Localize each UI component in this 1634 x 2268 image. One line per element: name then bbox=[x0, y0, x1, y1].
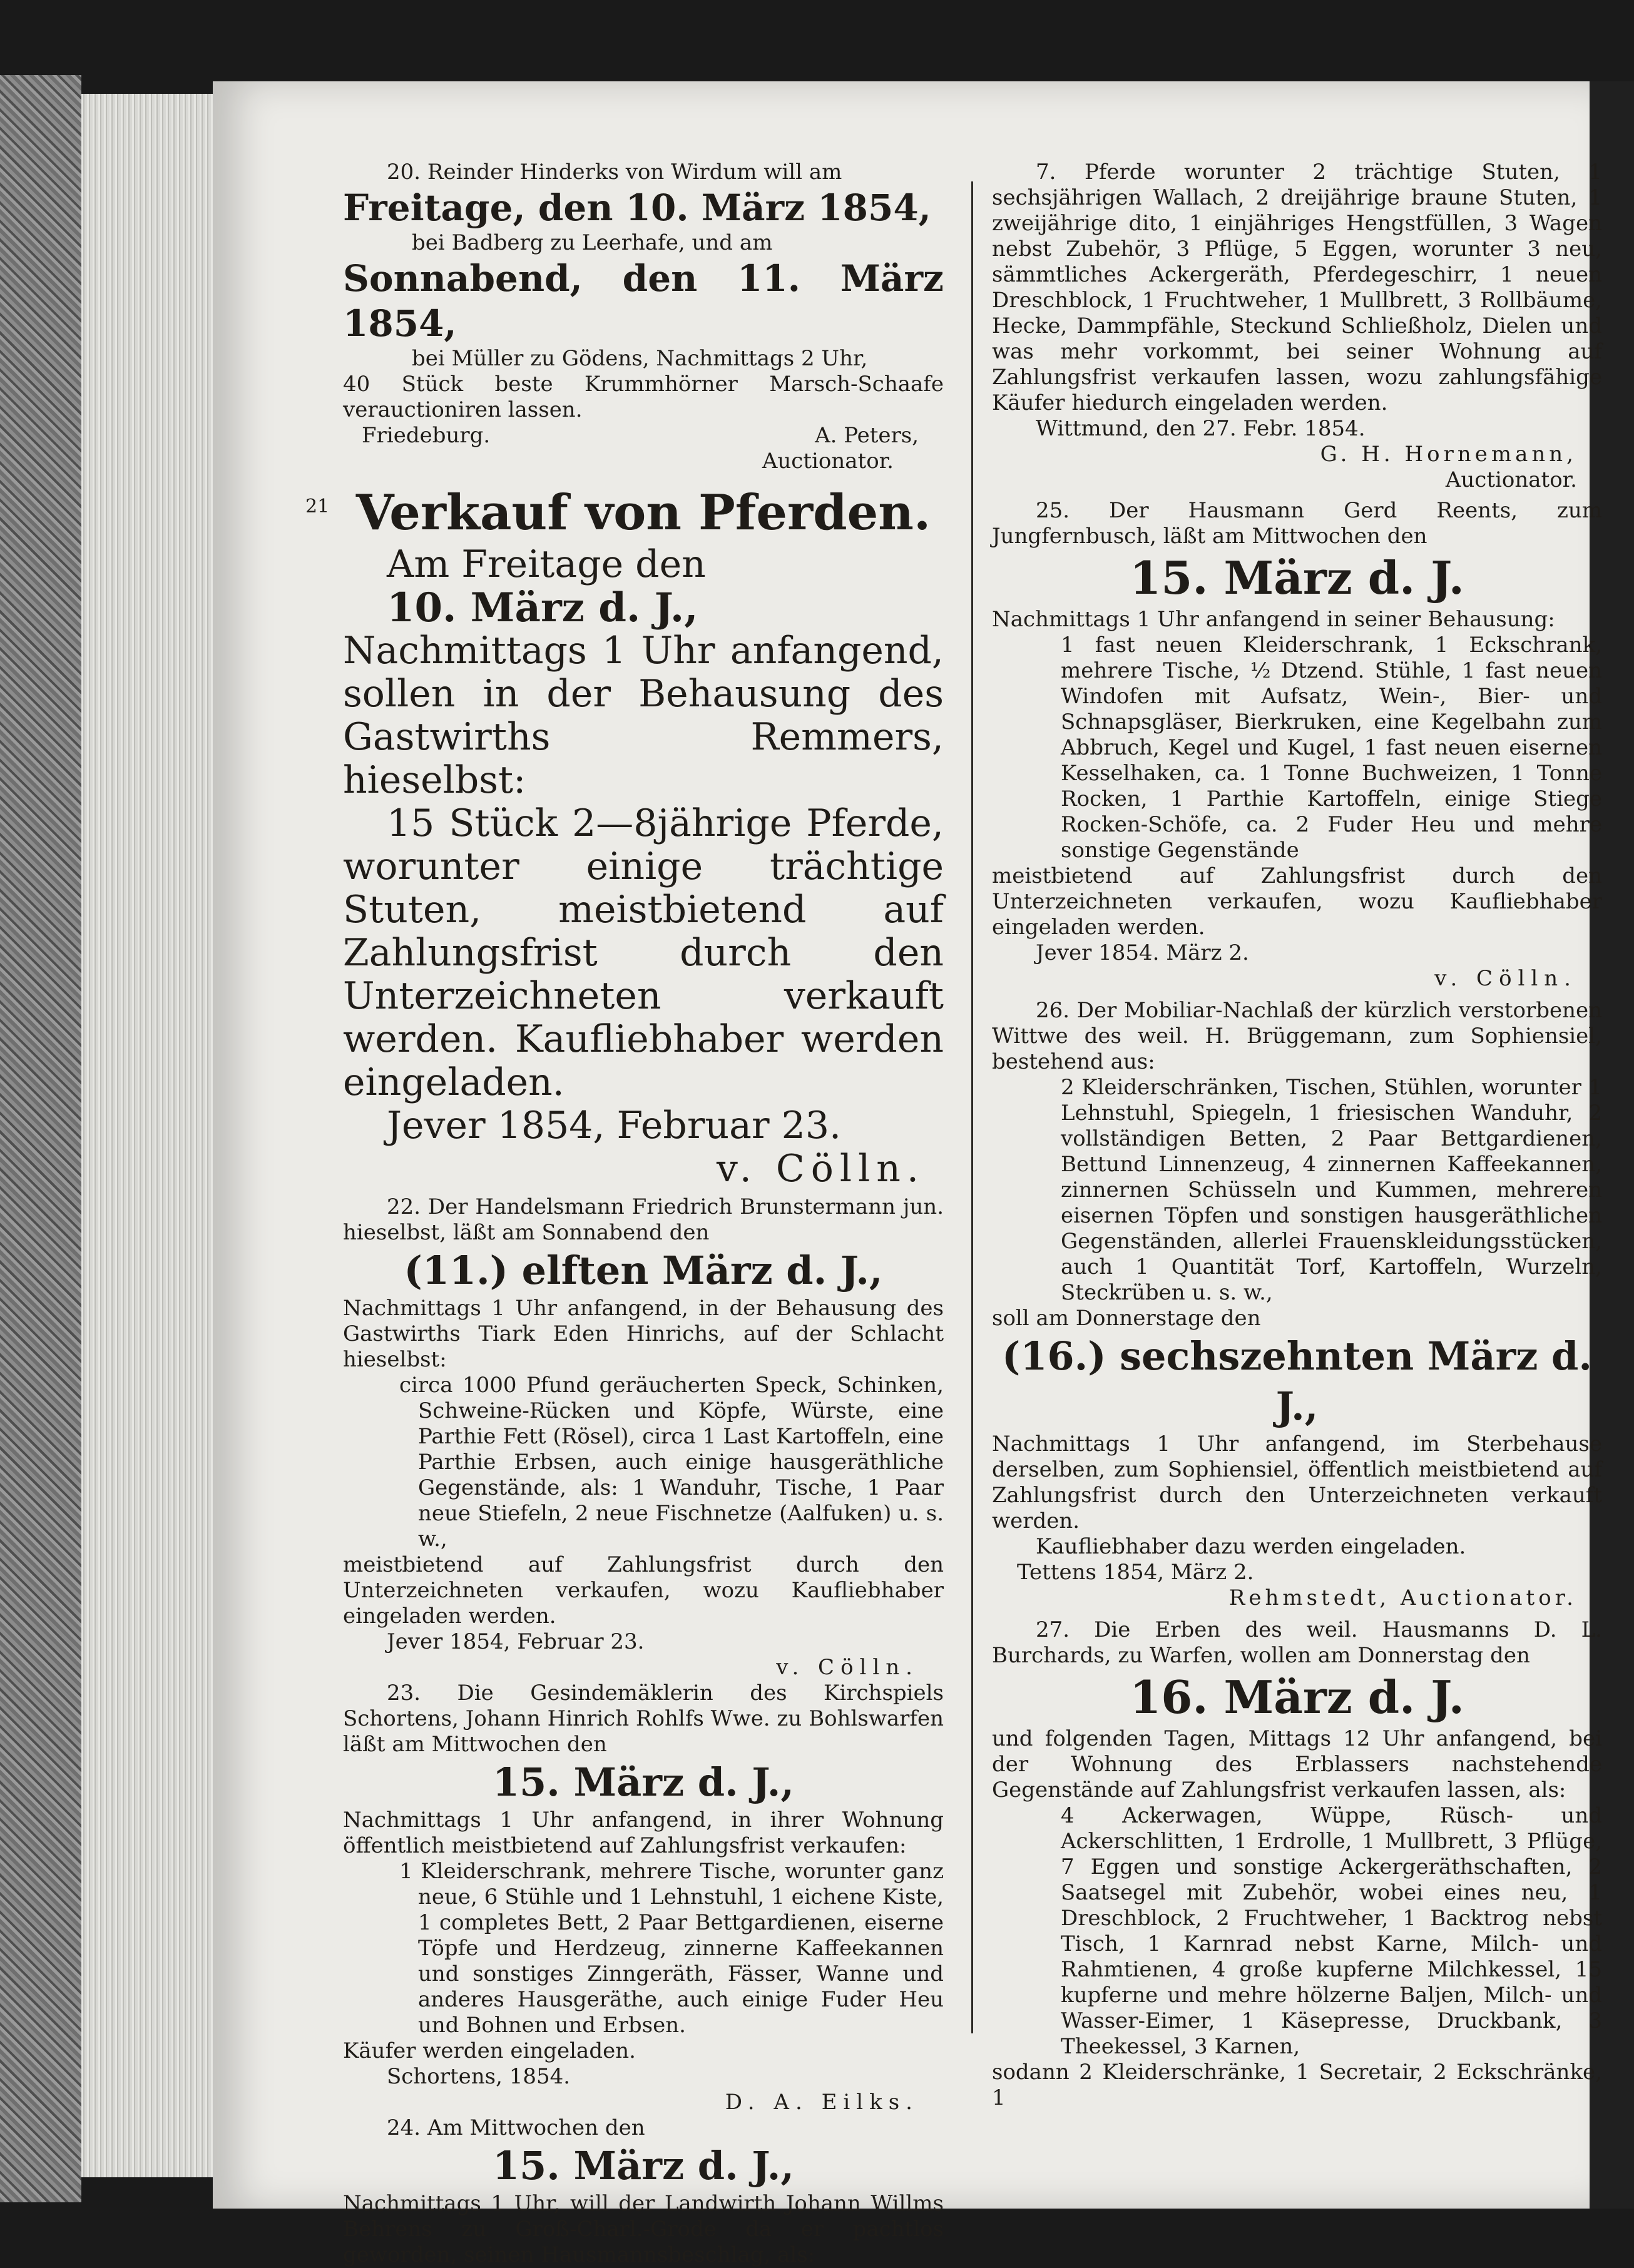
notice-22-intro: 22. Der Handelsmann Friedrich Brunstermann jun. hieselbst, läßt am Sonnabend den bbox=[343, 1194, 944, 1245]
notice-23-place: Schortens, 1854. bbox=[387, 2064, 571, 2089]
notice-21-signature: v. Cölln. bbox=[716, 1147, 925, 1191]
notice-20-place: Friedeburg. bbox=[362, 423, 491, 448]
notice-24-role: Auctionator. bbox=[1445, 467, 1577, 492]
notice-23-text: Nachmittags 1 Uhr anfangend, in ihrer Wohnung öffentlich meistbietend auf Zahlungsfrist verkaufen: bbox=[343, 1808, 944, 1858]
notice-20-intro: 20. Reinder Hinderks von Wirdum will am bbox=[387, 160, 842, 185]
notice-27-text: und folgenden Tagen, Mittags 12 Uhr anfangend, bei der Wohnung des Erblassers nachstehende Gegenstände auf Zahlungsfrist verkaufen lassen, als: bbox=[992, 1726, 1602, 1803]
column-rule bbox=[971, 181, 973, 2033]
right-column bbox=[992, 160, 1602, 2111]
notice-26-invite: Kaufliebhaber dazu werden eingeladen. bbox=[1036, 1534, 1466, 1559]
notice-21-line-2: 10. März d. J., bbox=[387, 584, 698, 631]
notice-26-place: Tettens 1854, März 2. bbox=[1017, 1560, 1254, 1585]
notice-21-line-5: Jever 1854, Februar 23. bbox=[387, 1104, 842, 1147]
notice-23-items: 1 Kleiderschrank, mehrere Tische, worunter ganz neue, 6 Stühle und 1 Lehnstuhl, 1 eichene Kiste, 1 completes Bett, 2 Paar Bettgardienen, eiserne Töpfe und Herdzeug, zinnerne Kaffeekannen und sonstiges Zinngeräth, Fässer, Wanne und anderes Hausgeräthe, auch einige Fuder Heu und Bohnen und Erbsen. bbox=[399, 1859, 944, 2038]
notice-23-intro: 23. Die Gesindemäklerin des Kirchspiels Schortens, Johann Hinrich Rohlfs Wwe. zu Bohlswarfen läßt am Mittwochen den bbox=[343, 1681, 944, 1757]
notice-27-end: sodann 2 Kleiderschränke, 1 Secretair, 2 Eckschränke, 1 bbox=[992, 2060, 1602, 2110]
notice-22-end: meistbietend auf Zahlungsfrist durch den Unterzeichneten verkaufen, wozu Kaufliebhaber eingeladen werden. bbox=[343, 1552, 944, 1629]
notice-25-date: 15. März d. J. bbox=[1130, 551, 1464, 604]
notice-24-place: Wittmund, den 27. Febr. 1854. bbox=[1036, 416, 1366, 441]
marbled-book-edge bbox=[0, 75, 81, 2202]
notice-20-role: Auctionator. bbox=[762, 449, 894, 474]
notice-26-end: soll am Donnerstage den bbox=[992, 1306, 1261, 1331]
notice-20-location-1: bei Badberg zu Leerhafe, und am bbox=[412, 230, 773, 255]
notice-25-text: Nachmittags 1 Uhr anfangend in seiner Behausung: bbox=[992, 607, 1555, 632]
notice-26-date: (16.) sechszehnten März d. J., bbox=[1002, 1333, 1592, 1429]
notice-21-line-4: 15 Stück 2—8jährige Pferde, worunter einige trächtige Stuten, meistbietend auf Zahlungsfrist durch den Unterzeichneten verkauft werden. Kaufliebhaber werden eingeladen. bbox=[343, 801, 944, 1104]
notice-27-date: 16. März d. J. bbox=[1130, 1670, 1464, 1724]
notice-24-intro: 24. Am Mittwochen den bbox=[387, 2115, 645, 2140]
notice-25-intro: 25. Der Hausmann Gerd Reents, zum Jungfernbusch, läßt am Mittwochen den bbox=[992, 498, 1602, 549]
notice-20-date-1: Freitage, den 10. März 1854, bbox=[343, 186, 931, 229]
notice-22-signature: v. Cölln. bbox=[776, 1655, 919, 1680]
notice-22-items: circa 1000 Pfund geräucherten Speck, Schinken, Schweine-Rücken und Köpfe, Würste, eine Parthie Fett (Rösel), circa 1 Last Kartoffeln, eine Parthie Erbsen, auch einige hausgeräthliche Gegenstände, als: 1 Wanduhr, Tische, 1 Paar neue Stiefeln, 2 neue Fischnetze (Aalfuken) u. s. w., bbox=[399, 1373, 944, 1552]
left-column bbox=[305, 160, 944, 2268]
notice-27-intro: 27. Die Erben des weil. Hausmanns D. L. Burchards, zu Warfen, wollen am Donnerstag den bbox=[992, 1617, 1602, 1668]
notice-25-items: 1 fast neuen Kleiderschrank, 1 Eckschrank, mehrere Tische, ½ Dtzend. Stühle, 1 fast neuen Windofen mit Aufsatz, Wein-, Bier- und Schnapsgläser, Bierkruken, eine Kegelbahn zum Abbruch, Kegel und Kugel, 1 fast neuen eisernen Kesselhaken, ca. 1 Tonne Buchweizen, 1 Tonne Rocken, 1 Parthie Kartoffeln, einige Stiege Rocken-Schöfe, ca. 2 Fuder Heu und mehre sonstige Gegenstände bbox=[1061, 633, 1602, 863]
notice-22-place: Jever 1854, Februar 23. bbox=[387, 1629, 645, 1654]
notice-25-signature: v. Cölln. bbox=[1434, 966, 1577, 991]
notice-20-signature: A. Peters, bbox=[815, 423, 919, 448]
notice-26-text: Nachmittags 1 Uhr anfangend, im Sterbehause derselben, zum Sophiensiel, öffentlich meistbietend auf Zahlungsfrist durch den Unterzeichneten verkauft werden. bbox=[992, 1431, 1602, 1533]
notice-20-date-2: Sonnabend, den 11. März 1854, bbox=[343, 257, 944, 345]
notice-25-end: meistbietend auf Zahlungsfrist durch den Unterzeichneten verkaufen, wozu Kaufliebhaber eingeladen werden. bbox=[992, 863, 1602, 940]
notice-24-date: 15. März d. J., bbox=[493, 2143, 794, 2189]
notice-20-location-2: bei Müller zu Gödens, Nachmittags 2 Uhr, bbox=[412, 346, 868, 371]
page-stack-edge bbox=[81, 94, 213, 2177]
notice-27-items: 4 Ackerwagen, Wüppe, Rüsch- und Ackerschlitten, 1 Erdrolle, 1 Mullbrett, 3 Pflüge, 7 Eggen und sonstige Ackergeräthschaften, 2 Saatsegel mit Zubehör, wobei eines neu, 1 Dreschblock, 2 Fruchtweher, 1 Backtrog nebst Tisch, 1 Karnrad nebst Karne, Milch- und Rahmtienen, 4 große kupferne Milchkessel, 15 kupferne und mehre hölzerne Baljen, Milch- und Wasser-Eimer, 1 Käsepresse, Druckbank, 3 Theekessel, 3 Karnen, bbox=[1061, 1803, 1602, 2059]
notice-25-place: Jever 1854. März 2. bbox=[1036, 940, 1249, 965]
notice-23-date: 15. März d. J., bbox=[493, 1759, 794, 1805]
notice-24-signature: G. H. Hornemann, bbox=[1320, 442, 1577, 467]
notice-26-intro: 26. Der Mobiliar-Nachlaß der kürzlich verstorbenen Wittwe des weil. H. Brüggemann, zum Sophiensiel, bestehend aus: bbox=[992, 998, 1602, 1074]
notice-26-signature: Rehmstedt, Auctionator. bbox=[1228, 1585, 1577, 1610]
notice-24-text: Nachmittags 1 Uhr, will der Landwirth Johann Willms Behrens zu Groß-Charl.-Grode da er pachtlos geworden, seinen Hausmannsbeschlag, als: bbox=[343, 2191, 944, 2267]
notice-26-items: 2 Kleiderschränken, Tischen, Stühlen, worunter 1 Lehnstuhl, Spiegeln, 1 friesischen Wanduhr, 2 vollständigen Betten, 2 Paar Bettgardienen, Bettund Linnenzeug, 4 zinnernen Kaffeekannen, zinnernen Schüsseln und Kummen, mehreren eisernen Töpfen und sonstigen hausgeräthlichen Gegenständen, allerlei Frauenskleidungsstücken, auch 1 Quantität Torf, Kartoffeln, Wurzeln, Steckrüben u. s. w., bbox=[1061, 1075, 1602, 1305]
notice-23-end: Käufer werden eingeladen. bbox=[343, 2038, 636, 2063]
notice-22-date: (11.) elften März d. J., bbox=[404, 1248, 883, 1293]
notice-21-title: Verkauf von Pferden. bbox=[355, 484, 931, 541]
notice-21-line-1: Am Freitage den bbox=[387, 542, 706, 586]
notice-21-heading bbox=[305, 483, 944, 543]
notice-23-signature: D. A. Eilks. bbox=[725, 2090, 919, 2115]
notice-21-number: 21 bbox=[305, 496, 330, 517]
notice-22-text: Nachmittags 1 Uhr anfangend, in der Behausung des Gastwirths Tiark Eden Hinrichs, auf der Schlacht hieselbst: bbox=[343, 1296, 944, 1372]
notice-20-text: 40 Stück beste Krummhörner Marsch-Schaafe verauctioniren lassen. bbox=[343, 372, 944, 422]
notice-21-line-3: Nachmittags 1 Uhr anfangend, sollen in der Behausung des Gastwirths Remmers, hieselbst: bbox=[343, 629, 944, 802]
notice-24-continuation: 7. Pferde worunter 2 trächtige Stuten, 1 sechsjährigen Wallach, 2 dreijährige braune Stuten, 1 zweijährige dito, 1 einjähriges Hengstfüllen, 3 Wagen nebst Zubehör, 3 Pflüge, 5 Eggen, worunter 3 neu, sämmtliches Ackergeräth, Pferdegeschirr, 1 neuen Dreschblock, 1 Fruchtweher, 1 Mullbrett, 3 Rollbäume, Hecke, Dammpfähle, Steckund Schließholz, Dielen und was mehr vorkommt, bei seiner Wohnung auf Zahlungsfrist verkaufen lassen, wozu zahlungsfähige Käufer hiedurch eingeladen werden. bbox=[992, 160, 1602, 415]
notice-21-poster bbox=[343, 543, 944, 1191]
